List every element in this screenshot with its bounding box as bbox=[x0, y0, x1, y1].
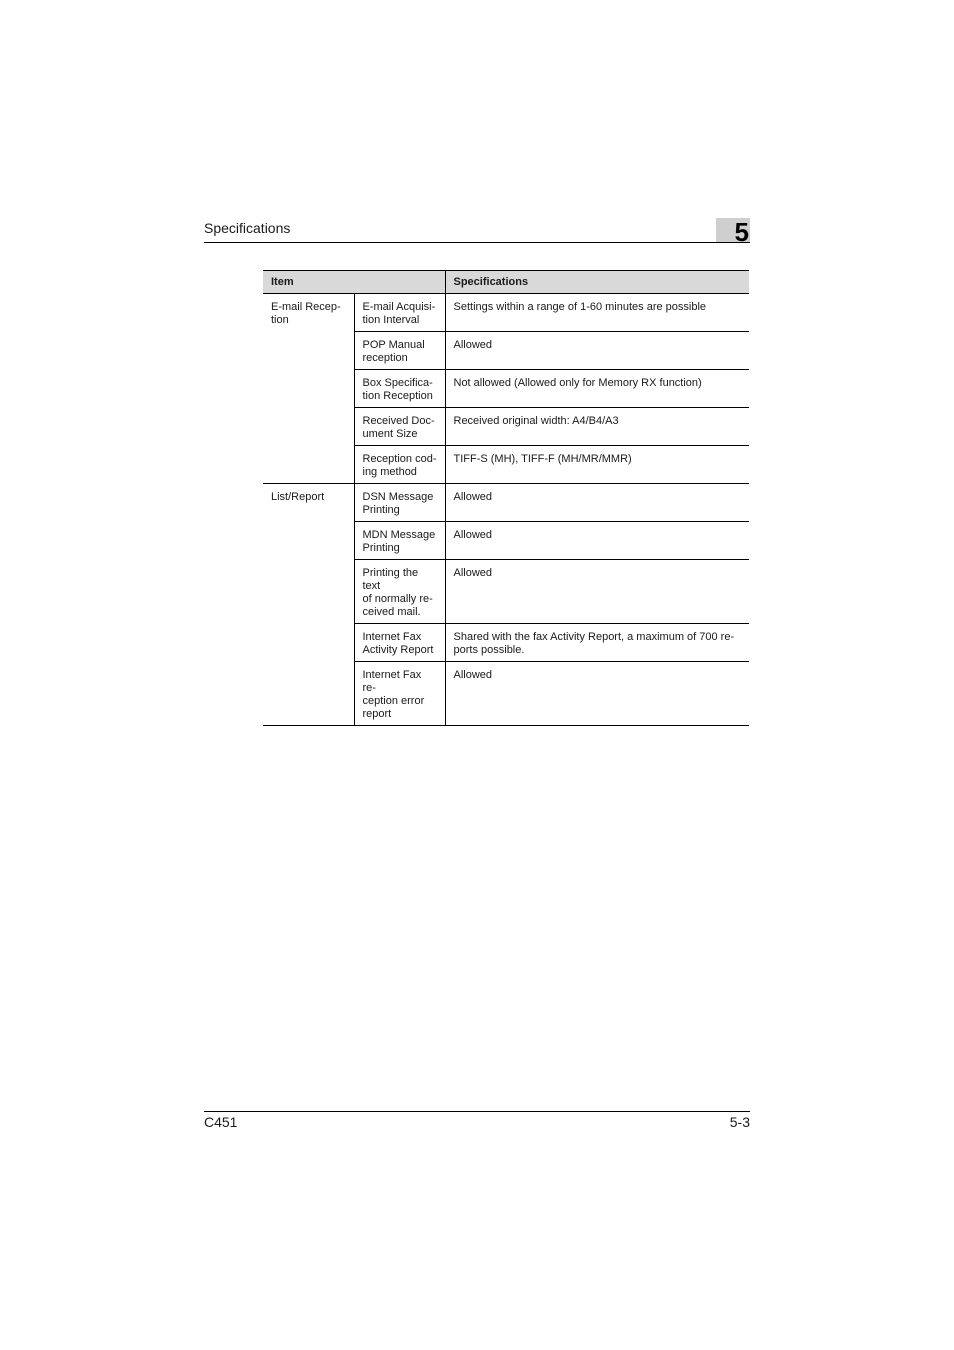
item-cell: Printing the text of normally re- ceived mail. bbox=[354, 560, 445, 624]
footer-model-name: C451 bbox=[204, 1114, 238, 1130]
specifications-table bbox=[263, 270, 749, 726]
chapter-tab bbox=[716, 217, 750, 247]
item-cell: Box Specifica- tion Reception bbox=[354, 370, 445, 408]
item-cell: MDN Message Printing bbox=[354, 522, 445, 560]
header-divider bbox=[204, 242, 750, 243]
specification-cell: Received original width: A4/B4/A3 bbox=[445, 408, 749, 446]
column-header-specifications: Specifications bbox=[445, 271, 749, 294]
specification-cell: Allowed bbox=[445, 332, 749, 370]
specification-cell: Shared with the fax Activity Report, a maximum of 700 re- ports possible. bbox=[445, 624, 749, 662]
footer-divider bbox=[204, 1111, 750, 1112]
chapter-number: 5 bbox=[734, 217, 749, 247]
item-cell: POP Manual reception bbox=[354, 332, 445, 370]
group-label-cell: E-mail Recep- tion bbox=[263, 294, 354, 484]
table-header-row bbox=[263, 271, 749, 294]
specification-cell: Allowed bbox=[445, 484, 749, 522]
table-row bbox=[263, 294, 749, 332]
item-cell: Received Doc- ument Size bbox=[354, 408, 445, 446]
table-body bbox=[263, 294, 749, 726]
running-header-title: Specifications bbox=[204, 220, 291, 236]
specification-cell: Settings within a range of 1-60 minutes are possible bbox=[445, 294, 749, 332]
specification-cell: Allowed bbox=[445, 560, 749, 624]
table-row bbox=[263, 484, 749, 522]
group-label-cell: List/Report bbox=[263, 484, 354, 726]
item-cell: Reception cod- ing method bbox=[354, 446, 445, 484]
specification-cell: Allowed bbox=[445, 662, 749, 726]
specification-cell: TIFF-S (MH), TIFF-F (MH/MR/MMR) bbox=[445, 446, 749, 484]
footer-page-number: 5-3 bbox=[729, 1114, 750, 1130]
item-cell: Internet Fax re- ception error report bbox=[354, 662, 445, 726]
specification-cell: Not allowed (Allowed only for Memory RX function) bbox=[445, 370, 749, 408]
item-cell: DSN Message Printing bbox=[354, 484, 445, 522]
specification-cell: Allowed bbox=[445, 522, 749, 560]
item-cell: E-mail Acquisi- tion Interval bbox=[354, 294, 445, 332]
item-cell: Internet Fax Activity Report bbox=[354, 624, 445, 662]
column-header-item: Item bbox=[263, 271, 445, 294]
